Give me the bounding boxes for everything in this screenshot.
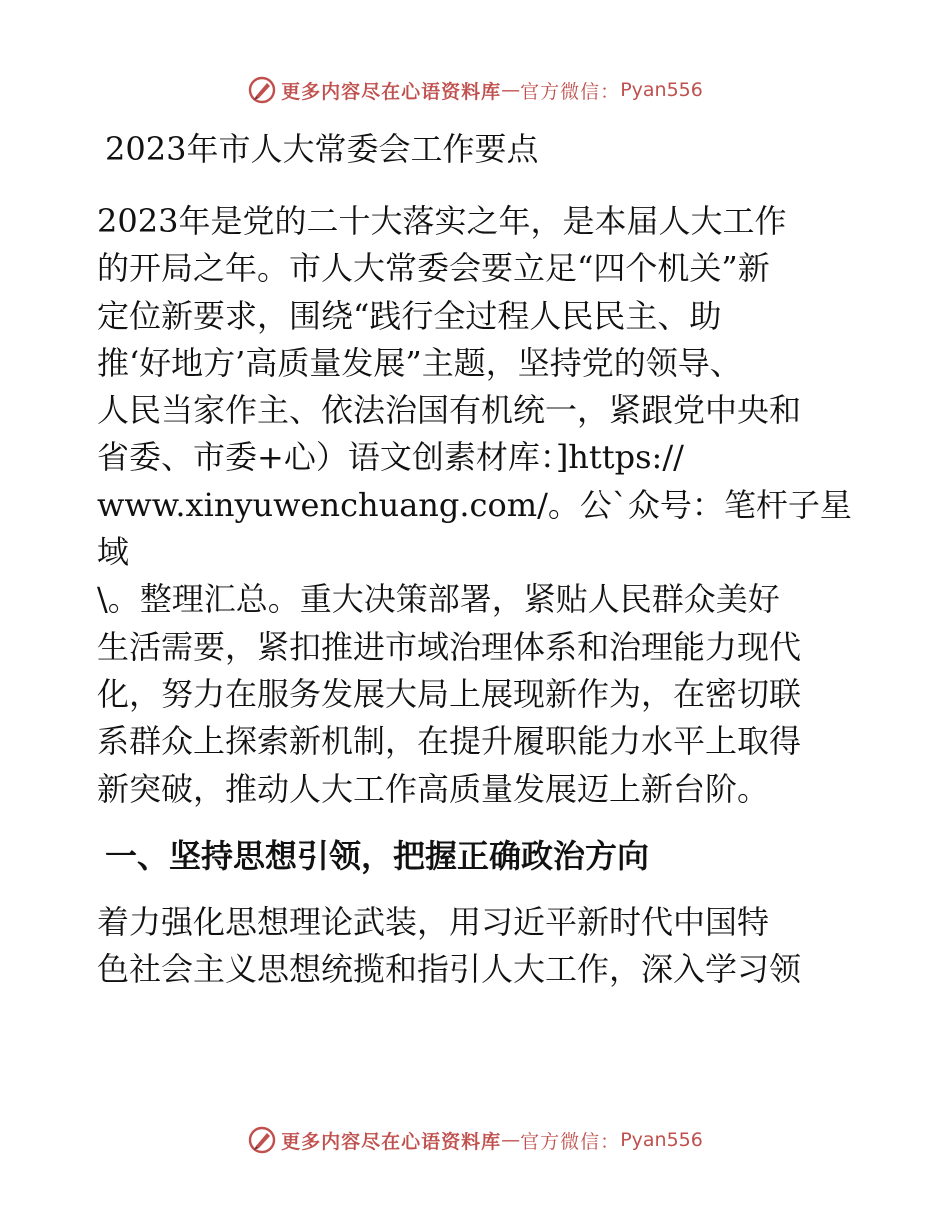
- watermark-wechat-id: Pyan556: [620, 79, 703, 101]
- watermark-dash: —: [501, 79, 521, 101]
- watermark-wechat-id: Pyan556: [620, 1129, 703, 1151]
- section-heading: 一、坚持思想引领，把握正确政治方向: [105, 836, 650, 875]
- section-paragraph: 着力强化思想理论武装，用习近平新时代中国特 色社会主义思想统揽和指引人大工作，深入学习领: [97, 902, 802, 989]
- document-body: [97, 122, 857, 993]
- header-watermark: [0, 70, 950, 110]
- pen-logo-icon: [247, 75, 277, 105]
- watermark-text: 更多内容尽在心语资料库: [281, 1130, 502, 1153]
- watermark-contact-label: 官方微信：: [520, 80, 621, 103]
- pen-logo-icon: [247, 1125, 277, 1155]
- document-title: 2023年市人大常委会工作要点: [105, 130, 539, 168]
- watermark-dash: —: [501, 1129, 521, 1151]
- watermark-contact-label: 官方微信：: [520, 1130, 621, 1153]
- watermark-text: 更多内容尽在心语资料库: [281, 80, 502, 103]
- footer-watermark: [0, 1120, 950, 1160]
- intro-paragraph: 2023年是党的二十大落实之年，是本届人大工作 的开局之年。市人大常委会要立足“四个机关”新 定位新要求，围绕“践行全过程人民民主、助 推‘好地方’高质量发展”主题，坚持党的领导、 人民当家作主、依法治国有机统一，紧跟党中央和 省委、市委+心）语文创素材库：]https:// www.xinyuwenchuang.com/。公`众号：笔杆子星域 \。整理汇总。重大决策部署，紧贴人民群众美好 生活需要，紧扣推进市域治理体系和治理能力现代 化，努力在服务发展大局上展现新作为，在密切联 系群众上探索新机制，在提升履职能力水平上取得 新突破，推动人大工作高质量发展迈上新台阶。: [97, 202, 852, 808]
